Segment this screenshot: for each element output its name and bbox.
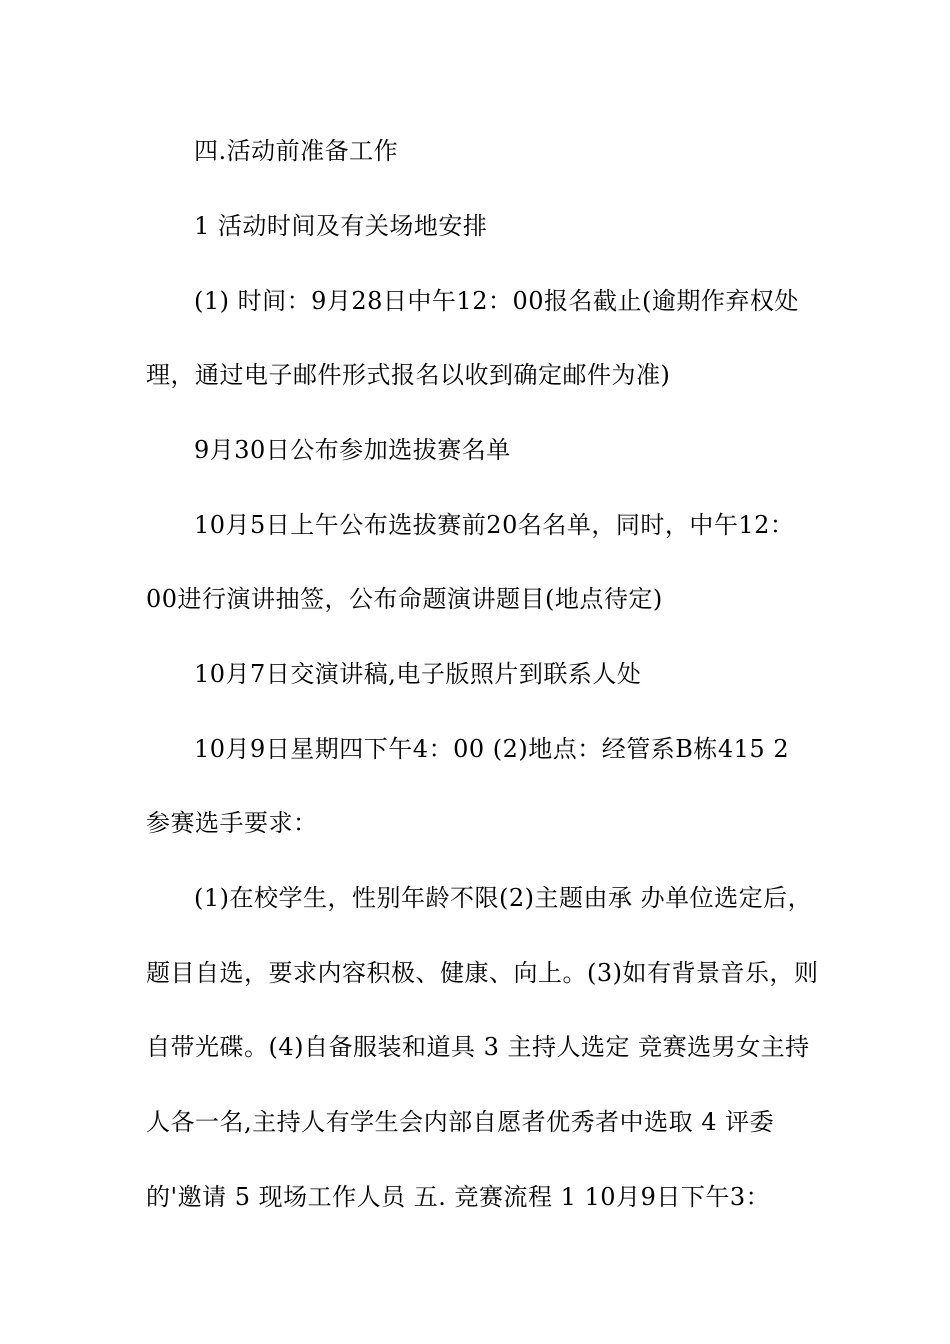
- text-line: 00进行演讲抽签，公布命题演讲题目(地点待定): [146, 585, 663, 613]
- text-line: 人各一名,主持人有学生会内部自愿者优秀者中选取 4 评委: [146, 1108, 775, 1136]
- text-line: 参赛选手要求：: [146, 809, 318, 837]
- text-line: 自带光碟。(4)自备服装和道具 3 主持人选定 竞赛选男女主持: [146, 1033, 810, 1061]
- text-line: 10月7日交演讲稿,电子版照片到联系人处: [194, 660, 642, 688]
- text-line: 10月9日星期四下午4：00 (2)地点：经管系B栋415 2: [194, 735, 790, 763]
- text-line: 理，通过电子邮件形式报名以收到确定邮件为准): [146, 361, 671, 389]
- text-line: 9月30日公布参加选拔赛名单: [194, 436, 511, 464]
- text-line: 10月5日上午公布选拔赛前20名名单，同时，中午12：: [194, 511, 795, 539]
- subsection-heading: 1 活动时间及有关场地安排: [194, 212, 488, 240]
- text-line: 的'邀请 5 现场工作人员 五. 竞赛流程 1 10月9日下午3：: [146, 1183, 771, 1211]
- text-line: (1) 时间：9月28日中午12：00报名截止(逾期作弃权处: [194, 287, 799, 315]
- text-line: 题目自选，要求内容积极、健康、向上。(3)如有背景音乐，则: [146, 959, 819, 987]
- section-heading: 四.活动前准备工作: [194, 137, 399, 165]
- text-line: (1)在校学生，性别年龄不限(2)主题由承 办单位选定后，: [194, 884, 813, 912]
